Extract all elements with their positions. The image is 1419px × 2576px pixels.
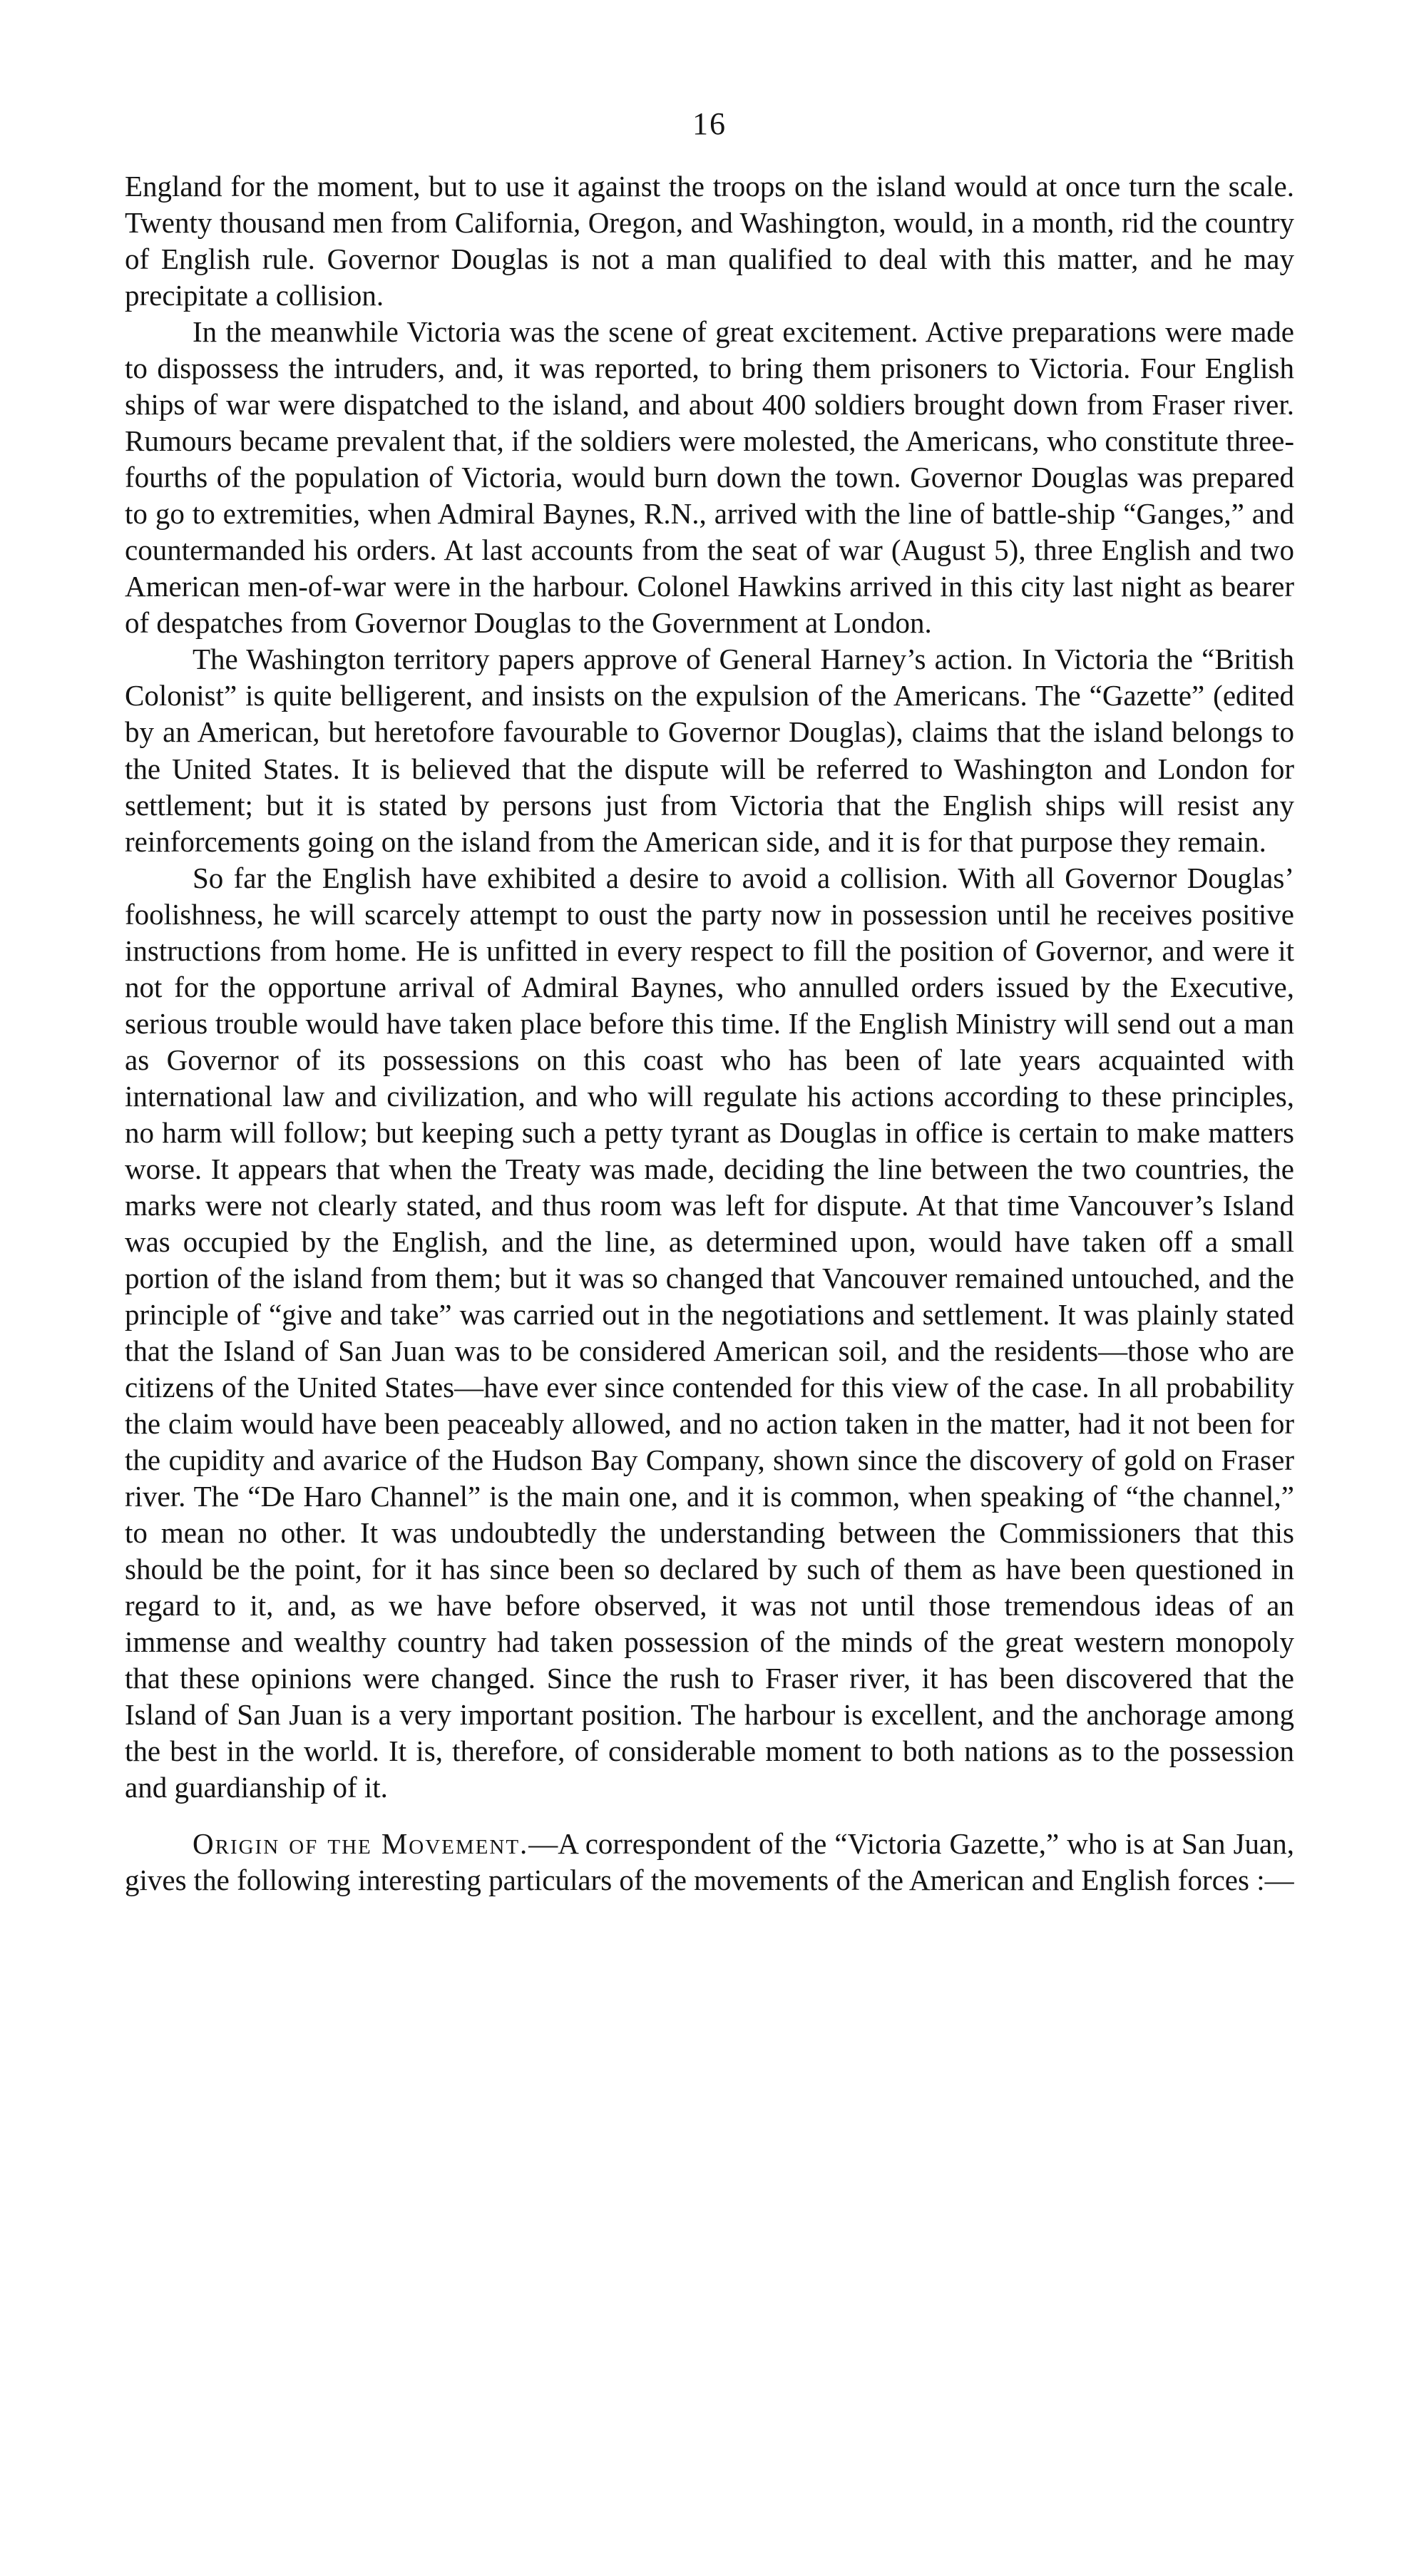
paragraph-4: So far the English have exhibited a desire to avoid a collision. With all Governor Douglas’ foolishness, he will scarcely attempt to oust the party now in possession until he receives positive instructions from home. He is unfitted in every respect to fill the position of Governor, and were it not for the opportune arrival of Admiral Baynes, who annulled orders issued by the Executive, serious trouble would have taken place before this time. If the English Ministry will send out a man as Governor of its possessions on this coast who has been of late years acquainted with international law and civilization, and who will regulate his actions according to these principles, no harm will follow; but keeping such a petty tyrant as Douglas in office is certain to make matters worse. It appears that when the Treaty was made, deciding the line between the two countries, the marks were not clearly stated, and thus room was left for dispute. At that time Vancouver’s Island was occupied by the English, and the line, as determined upon, would have taken off a small portion of the island from them; but it was so changed that Vancouver remained untouched, and the principle of “give and take” was carried out in the negotiations and settlement. It was plainly stated that the Island of San Juan was to be considered American soil, and the residents—those who are citizens of the United States—have ever since contended for this view of the case. In all probability the claim would have been peaceably allowed, and no action taken in the matter, had it not been for the cupidity and avarice of the Hudson Bay Company, shown since the discovery of gold on Fraser river. The “De Haro Channel” is the main one, and it is common, when speaking of “the channel,” to mean no other. It was undoubtedly the understanding between the Commissioners that this should be the point, for it has since been so declared by such of them as have been questioned in regard to it, and, as we have before observed, it was not until those tremendous ideas of an immense and wealthy country had taken possession of the minds of the great western monopoly that these opinions were changed. Since the rush to Fraser river, it has been discovered that the Island of San Juan is a very important position. The harbour is excellent, and the anchorage among the best in the world. It is, therefore, of considerable moment to both nations as to the possession and guardianship of it. — [125, 861, 1294, 1804]
page-number: 16 — [692, 106, 727, 141]
section-heading: Origin of the Movement. — [193, 1827, 529, 1861]
body-text — [125, 168, 1294, 1898]
section-paragraph — [125, 1826, 1294, 1898]
paragraph-2: In the meanwhile Victoria was the scene of great excitement. Active preparations were made to dispossess the intruders, and, it was reported, to bring them prisoners to Victoria. Four English ships of war were dispatched to the island, and about 400 soldiers brought down from Fraser river. Rumours became prevalent that, if the soldiers were molested, the Americans, who constitute three-fourths of the population of Victoria, would burn down the town. Governor Douglas was prepared to go to extremities, when Admiral Baynes, R.N., arrived with the line of battle-ship “Ganges,” and countermanded his orders. At last accounts from the seat of war (August 5), three English and two American men-of-war were in the harbour. Colonel Hawkins arrived in this city last night as bearer of despatches from Governor Douglas to the Government at London. — [125, 315, 1294, 640]
section-text: —A correspondent of the “Victoria Gazette,” who is at San Juan, gives the following interesting particulars of the movements of the American and English forces :— — [125, 1827, 1294, 1897]
paragraph-3: The Washington territory papers approve of General Harney’s action. In Victoria the “British Colonist” is quite belligerent, and insists on the expulsion of the Americans. The “Gazette” (edited by an American, but heretofore favourable to Governor Douglas), claims that the island belongs to the United States. It is believed that the dispute will be referred to Washington and London for settlement; but it is stated by persons just from Victoria that the English ships will resist any reinforcements going on the island from the American side, and it is for that purpose they remain. — [125, 643, 1294, 858]
paragraph-1: England for the moment, but to use it against the troops on the island would at once turn the scale. Twenty thousand men from California, Oregon, and Washington, would, in a month, rid the country of English rule. Governor Douglas is not a man qualified to deal with this matter, and he may precipitate a collision. — [125, 170, 1294, 312]
